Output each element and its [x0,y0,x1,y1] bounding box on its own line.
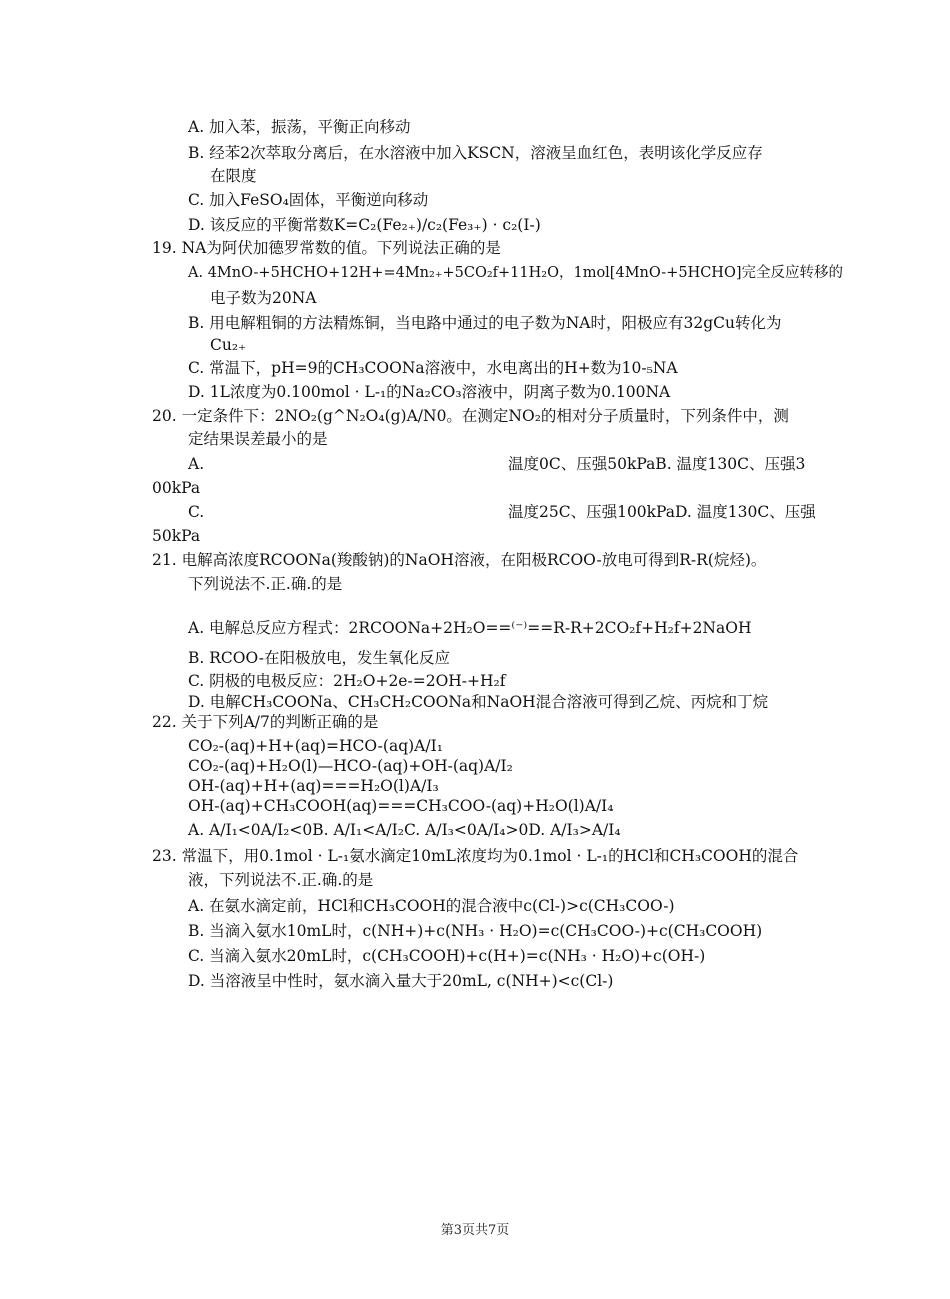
q19-option-d: D. 1L浓度为0.100mol · L-₁的Na₂CO₃溶液中，阴离子数为0.100NA [188,383,671,401]
q20-stem: 20. 一定条件下：2NO₂(g^N₂O₄(g)A/N0。在测定NO₂的相对分子质量时，下列条件中，测 [152,407,789,425]
q19-option-b: B. 用电解粗铜的方法精炼铜，当电路中通过的电子数为NA时，阳极应有32gCu转化为 [188,314,782,332]
q20-stem-cont: 定结果误差最小的是 [188,430,328,448]
q20-option-c-label: C. [188,503,205,521]
q21-option-d: D. 电解CH₃COONa、CH₃CH₂COONa和NaOH混合溶液可得到乙烷、丙烷和丁烷 [188,693,769,711]
q23-option-b: B. 当滴入氨水10mL时，c(NH+)+c(NH₃ · H₂O)=c(CH₃COO-)+c(CH₃COOH) [188,922,763,940]
q18-option-d: D. 该反应的平衡常数K=C₂(Fe₂₊)/c₂(Fe₃₊) · c₂(I-) [188,216,541,234]
q20-option-c-cont: 50kPa [152,527,201,545]
q23-option-d: D. 当溶液呈中性时，氨水滴入量大于20mL, c(NH+)<c(Cl-) [188,972,614,990]
q23-option-a: A. 在氨水滴定前，HCl和CH₃COOH的混合液中c(Cl-)>c(CH₃COO-) [188,897,675,915]
q19-option-b-cont: Cu₂₊ [210,336,247,354]
q18-option-a: A. 加入苯，振荡，平衡正向移动 [188,118,411,136]
q18-option-c: C. 加入FeSO₄固体，平衡逆向移动 [188,191,429,209]
q20-option-c-text: 温度25C、压强100kPaD. 温度130C、压强 [508,503,816,521]
q19-option-a: A. 4MnO-+5HCHO+12H+=4Mn₂₊+5CO₂f+11H₂O，1mol[4MnO-+5HCHO]完全反应转移的 [188,265,843,281]
page-footer: 第3页共7页 [440,1223,510,1238]
q21-stem: 21. 电解高浓度RCOONa(羧酸钠)的NaOH溶液，在阳极RCOO-放电可得到R-R(烷烃)。 [152,551,767,569]
q22-equation-4: OH-(aq)+CH₃COOH(aq)===CH₃COO-(aq)+H₂O(l)A/I₄ [188,797,614,815]
q19-option-a-cont: 电子数为20NA [210,289,317,307]
q22-equation-2: CO₂-(aq)+H₂O(l)—HCO-(aq)+OH-(aq)A/I₂ [188,757,513,775]
q22-equation-1: CO₂-(aq)+H+(aq)=HCO-(aq)A/I₁ [188,737,443,755]
q20-option-a-text: 温度0C、压强50kPaB. 温度130C、压强3 [508,455,806,473]
q23-option-c: C. 当滴入氨水20mL时，c(CH₃COOH)+c(H+)=c(NH₃ · H₂O)+c(OH-) [188,947,706,965]
q18-option-b: B. 经苯2次萃取分离后，在水溶液中加入KSCN，溶液呈血红色，表明该化学反应存 [188,144,763,162]
q19-stem: 19. NA为阿伏加德罗常数的值。下列说法正确的是 [152,239,501,257]
q21-option-a: A. 电解总反应方程式：2RCOONa+2H₂O==⁽⁻⁾==R-R+2CO₂f+H₂f+2NaOH [188,619,752,637]
q19-option-c: C. 常温下，pH=9的CH₃COONa溶液中，水电离出的H+数为10-₅NA [188,359,678,377]
q22-equation-3: OH-(aq)+H+(aq)===H₂O(l)A/I₃ [188,777,439,795]
q20-option-a-cont: 00kPa [152,479,201,497]
q23-stem-cont: 液，下列说法不.正.确.的是 [188,871,374,889]
q22-stem: 22. 关于下列A/7的判断正确的是 [152,713,379,731]
q21-option-c: C. 阴极的电极反应：2H₂O+2e-=2OH-+H₂f [188,672,506,690]
q23-stem: 23. 常温下，用0.1mol · L-₁氨水滴定10mL浓度均为0.1mol · L-₁的HCl和CH₃COOH的混合 [152,847,799,865]
q21-option-b: B. RCOO-在阳极放电，发生氧化反应 [188,649,450,667]
q22-options: A. A/I₁<0A/I₂<0B. A/I₁<A/I₂C. A/I₃<0A/I₄>0D. A/I₃>A/I₄ [188,821,621,839]
q18-option-b-cont: 在限度 [210,167,257,185]
q21-stem-cont: 下列说法不.正.确.的是 [188,575,343,593]
q20-option-a-label: A. [188,455,205,473]
